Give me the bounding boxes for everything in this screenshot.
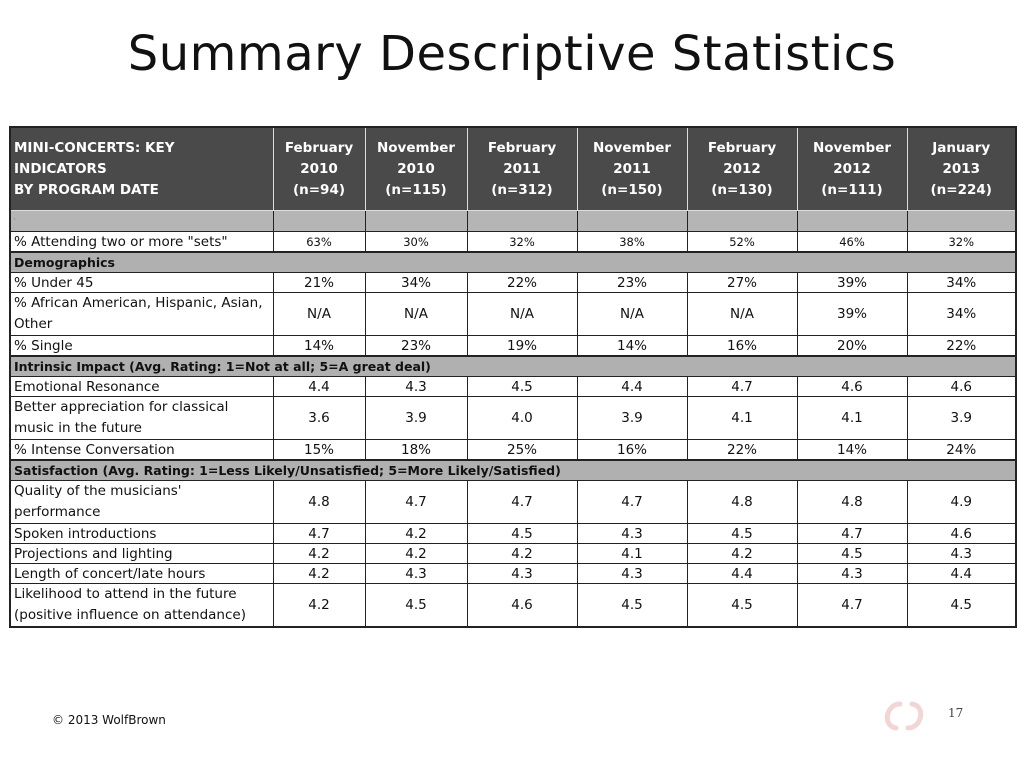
table-cell: 4.7 xyxy=(273,524,365,544)
table-cell: 30% xyxy=(365,232,467,253)
row-label: Length of concert/late hours xyxy=(10,564,273,584)
table-cell: 4.8 xyxy=(797,481,907,524)
table-cell: 23% xyxy=(577,273,687,293)
table-cell: 63% xyxy=(273,232,365,253)
table-row xyxy=(10,481,1016,524)
table-cell: 3.9 xyxy=(365,397,467,440)
table-cell: 4.2 xyxy=(365,524,467,544)
table-cell: 4.9 xyxy=(907,481,1016,524)
table-cell: 22% xyxy=(467,273,577,293)
table-cell: 4.1 xyxy=(577,544,687,564)
table-cell: 20% xyxy=(797,336,907,357)
table-cell: 4.4 xyxy=(273,377,365,397)
header-label xyxy=(10,127,273,211)
table-cell: 4.3 xyxy=(577,564,687,584)
row-label: % Attending two or more "sets" xyxy=(10,232,273,253)
table-cell: 34% xyxy=(365,273,467,293)
table-cell: 52% xyxy=(687,232,797,253)
table-cell: 34% xyxy=(907,273,1016,293)
table-cell: 4.5 xyxy=(577,584,687,628)
table-cell: 4.1 xyxy=(797,397,907,440)
table-row xyxy=(10,273,1016,293)
table-cell: 4.7 xyxy=(577,481,687,524)
row-label: Better appreciation for classical music in the future xyxy=(10,397,273,440)
table-cell: 16% xyxy=(577,440,687,461)
table-cell: 4.5 xyxy=(687,584,797,628)
table-cell: 22% xyxy=(907,336,1016,357)
table-row xyxy=(10,232,1016,253)
table-row xyxy=(10,524,1016,544)
table-row xyxy=(10,293,1016,336)
page-title: Summary Descriptive Statistics xyxy=(127,26,897,82)
table-cell: 38% xyxy=(577,232,687,253)
table-cell: 32% xyxy=(907,232,1016,253)
table-cell: 25% xyxy=(467,440,577,461)
copyright-text: © 2013 WolfBrown xyxy=(52,713,166,727)
table-cell: 24% xyxy=(907,440,1016,461)
table-cell: N/A xyxy=(365,293,467,336)
row-label: % Intense Conversation xyxy=(10,440,273,461)
table-cell: 4.4 xyxy=(687,564,797,584)
table-row xyxy=(10,564,1016,584)
section-header-row xyxy=(10,356,1016,377)
header-label-line1: MINI-CONCERTS: KEY INDICATORS xyxy=(14,139,175,177)
row-label: Emotional Resonance xyxy=(10,377,273,397)
table-row xyxy=(10,397,1016,440)
table-cell: 4.2 xyxy=(273,584,365,628)
table-row xyxy=(10,440,1016,461)
section-title: Demographics xyxy=(10,252,1016,273)
table-cell: 14% xyxy=(577,336,687,357)
table-cell: 4.3 xyxy=(577,524,687,544)
section-title: Intrinsic Impact (Avg. Rating: 1=Not at all; 5=A great deal) xyxy=(10,356,1016,377)
table-cell: 4.7 xyxy=(365,481,467,524)
table-cell: 4.2 xyxy=(273,564,365,584)
column-header: February 2011 (n=312) xyxy=(467,127,577,211)
table-cell: 3.9 xyxy=(907,397,1016,440)
table-cell: 4.6 xyxy=(797,377,907,397)
section-header-row xyxy=(10,460,1016,481)
table-cell: 4.3 xyxy=(907,544,1016,564)
table-cell: 4.1 xyxy=(687,397,797,440)
table-cell: 22% xyxy=(687,440,797,461)
table-cell: 19% xyxy=(467,336,577,357)
table-cell: N/A xyxy=(273,293,365,336)
table-cell: N/A xyxy=(687,293,797,336)
section-header-row xyxy=(10,252,1016,273)
row-label: % Single xyxy=(10,336,273,357)
table-cell: 4.2 xyxy=(687,544,797,564)
table-cell: 4.0 xyxy=(467,397,577,440)
table-cell: 4.3 xyxy=(365,377,467,397)
table-cell: 4.8 xyxy=(687,481,797,524)
row-label: Projections and lighting xyxy=(10,544,273,564)
table-row xyxy=(10,544,1016,564)
table-cell: 4.6 xyxy=(907,377,1016,397)
table-cell: 4.2 xyxy=(467,544,577,564)
table-cell: N/A xyxy=(577,293,687,336)
table-cell: 21% xyxy=(273,273,365,293)
table-cell: 4.3 xyxy=(797,564,907,584)
spacer-cell: ' xyxy=(10,211,273,232)
table-cell: 3.9 xyxy=(577,397,687,440)
table-cell: 4.2 xyxy=(273,544,365,564)
table-cell: 39% xyxy=(797,273,907,293)
table-cell: 4.2 xyxy=(365,544,467,564)
table-cell: 4.3 xyxy=(467,564,577,584)
table-cell: 4.7 xyxy=(797,524,907,544)
table-cell: 4.4 xyxy=(577,377,687,397)
table-cell: 16% xyxy=(687,336,797,357)
table-row xyxy=(10,336,1016,357)
table-cell: 4.5 xyxy=(365,584,467,628)
table-cell: 46% xyxy=(797,232,907,253)
table-cell: 14% xyxy=(273,336,365,357)
table-cell: 18% xyxy=(365,440,467,461)
table-cell: 4.4 xyxy=(907,564,1016,584)
table-cell: 4.3 xyxy=(365,564,467,584)
column-header: November 2010 (n=115) xyxy=(365,127,467,211)
row-label: Spoken introductions xyxy=(10,524,273,544)
table-cell: 4.5 xyxy=(687,524,797,544)
table-cell: 4.6 xyxy=(467,584,577,628)
table-cell: N/A xyxy=(467,293,577,336)
table-cell: 15% xyxy=(273,440,365,461)
table-cell: 27% xyxy=(687,273,797,293)
table-body xyxy=(10,211,1016,628)
table-cell: 4.5 xyxy=(467,377,577,397)
table-cell: 32% xyxy=(467,232,577,253)
column-header: February 2010 (n=94) xyxy=(273,127,365,211)
table-row xyxy=(10,377,1016,397)
table-cell: 4.5 xyxy=(797,544,907,564)
column-header: November 2011 (n=150) xyxy=(577,127,687,211)
column-header: February 2012 (n=130) xyxy=(687,127,797,211)
table-cell: 4.7 xyxy=(467,481,577,524)
table-row xyxy=(10,584,1016,628)
table-cell: 3.6 xyxy=(273,397,365,440)
row-label: % Under 45 xyxy=(10,273,273,293)
table-cell: 4.8 xyxy=(273,481,365,524)
row-label: % African American, Hispanic, Asian, Other xyxy=(10,293,273,336)
table-cell: 4.6 xyxy=(907,524,1016,544)
row-label: Quality of the musicians' performance xyxy=(10,481,273,524)
section-title: Satisfaction (Avg. Rating: 1=Less Likely/Unsatisfied; 5=More Likely/Satisfied) xyxy=(10,460,1016,481)
table-cell: 4.7 xyxy=(687,377,797,397)
header-label-line2: BY PROGRAM DATE xyxy=(14,181,159,198)
page-number: 17 xyxy=(948,706,964,720)
statistics-table xyxy=(9,126,1017,628)
table-cell: 34% xyxy=(907,293,1016,336)
spacer-row xyxy=(10,211,1016,232)
table-cell: 14% xyxy=(797,440,907,461)
table-cell: 4.5 xyxy=(467,524,577,544)
header-row xyxy=(10,127,1016,211)
table-cell: 39% xyxy=(797,293,907,336)
column-header: January 2013 (n=224) xyxy=(907,127,1016,211)
table-cell: 23% xyxy=(365,336,467,357)
column-header: November 2012 (n=111) xyxy=(797,127,907,211)
table-cell: 4.5 xyxy=(907,584,1016,628)
row-label: Likelihood to attend in the future (positive influence on attendance) xyxy=(10,584,273,628)
table-cell: 4.7 xyxy=(797,584,907,628)
wolfbrown-logo-icon xyxy=(876,696,932,736)
